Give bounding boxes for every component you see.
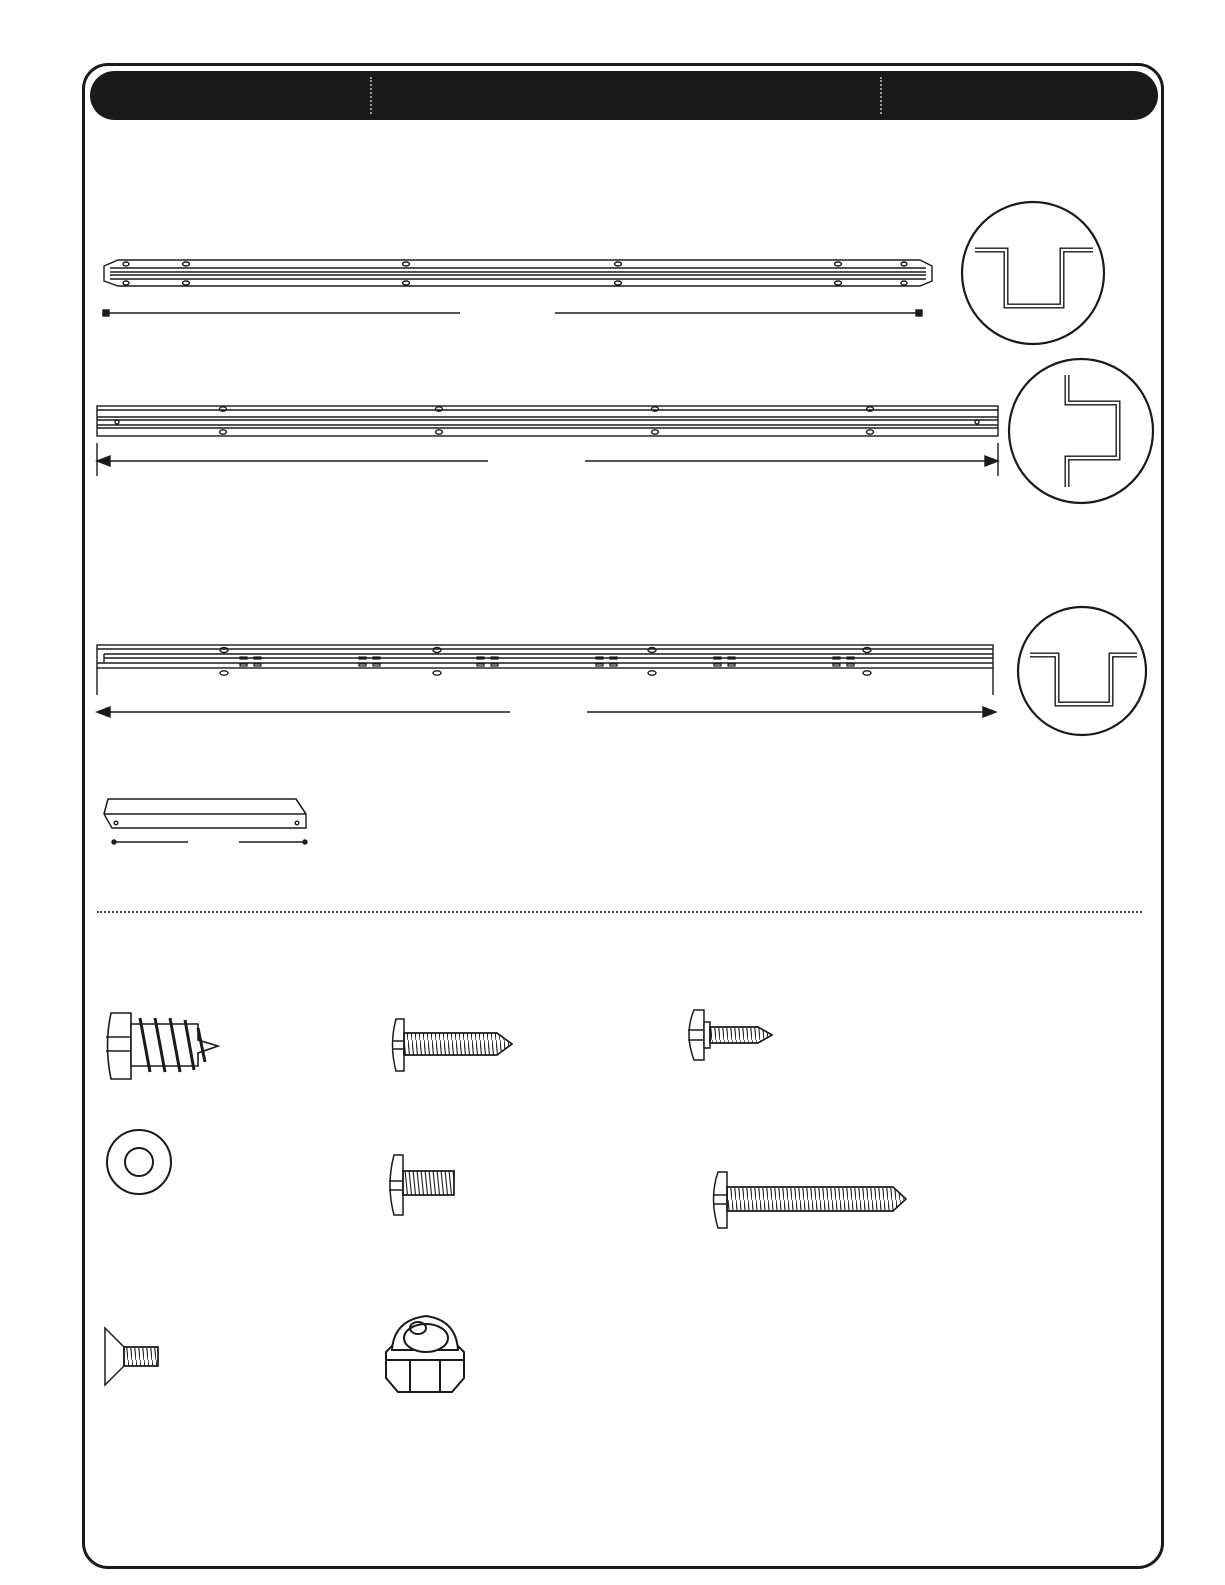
plate-d-dimension-line: [112, 840, 307, 844]
flat-washer-icon: [107, 1130, 171, 1194]
section-divider: [97, 911, 1142, 913]
rail-b-dimension-line: [97, 443, 998, 476]
washer-head-screw-icon: [688, 1010, 772, 1060]
rail-b-profile-detail: [1009, 359, 1153, 503]
rail-c-profile-detail: [1018, 607, 1146, 735]
long-pan-head-screw-icon: [713, 1172, 906, 1228]
lock-nut-icon: [386, 1316, 464, 1392]
short-machine-screw-icon: [389, 1155, 454, 1215]
plate-d: [104, 799, 306, 828]
rail-c-dimension-line: [97, 707, 996, 717]
pan-head-coarse-screw-icon: [106, 1013, 218, 1079]
rail-a: [104, 260, 932, 286]
flat-head-screw-icon: [105, 1328, 158, 1385]
rail-c: [97, 645, 993, 695]
pan-head-fine-screw-icon: [392, 1019, 512, 1071]
rail-a-profile-detail: [962, 202, 1104, 344]
rail-b: [97, 406, 998, 436]
rail-a-dimension-line: [103, 310, 922, 316]
